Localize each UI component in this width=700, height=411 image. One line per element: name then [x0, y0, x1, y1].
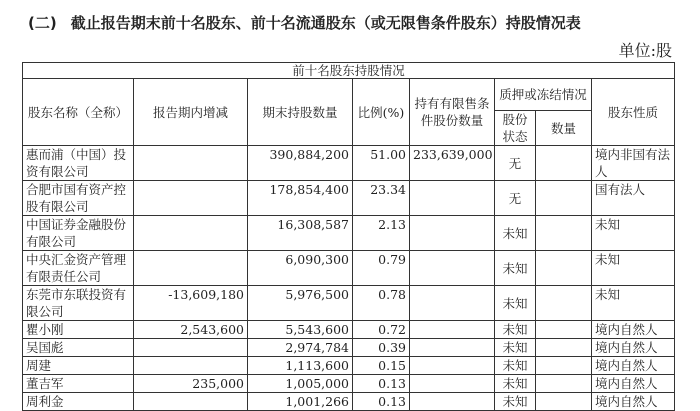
- header-pledge-status: 股份状态: [495, 111, 536, 146]
- cell-qty: [536, 181, 592, 216]
- cell-restricted: [410, 357, 495, 375]
- cell-qty: [536, 393, 592, 411]
- cell-name: 吴国彪: [23, 339, 134, 357]
- table-row: [23, 216, 675, 251]
- cell-name: 东莞市东联投资有限公司: [23, 286, 134, 321]
- cell-ratio: 0.72: [353, 321, 410, 339]
- cell-shares: 16,308,587: [248, 216, 353, 251]
- cell-change: [134, 393, 248, 411]
- header-name: 股东名称（全称）: [23, 79, 134, 146]
- table-band-title: 前十名股东持股情况: [23, 63, 675, 79]
- cell-name: 中国证券金融股份有限公司: [23, 216, 134, 251]
- cell-name: 瞿小刚: [23, 321, 134, 339]
- cell-name: 周建: [23, 357, 134, 375]
- cell-restricted: [410, 216, 495, 251]
- cell-qty: [536, 146, 592, 181]
- cell-restricted: [410, 251, 495, 286]
- shareholder-table: [22, 62, 675, 411]
- table-row: [23, 393, 675, 411]
- cell-ratio: 0.78: [353, 286, 410, 321]
- cell-shares: 178,854,400: [248, 181, 353, 216]
- table-row: [23, 339, 675, 357]
- cell-nature: 境内自然人: [592, 393, 675, 411]
- cell-ratio: 23.34: [353, 181, 410, 216]
- cell-status: 未知: [495, 375, 536, 393]
- cell-shares: 390,884,200: [248, 146, 353, 181]
- cell-restricted: [410, 321, 495, 339]
- cell-ratio: 0.13: [353, 375, 410, 393]
- cell-qty: [536, 321, 592, 339]
- cell-nature: 未知: [592, 286, 675, 321]
- cell-nature: 未知: [592, 251, 675, 286]
- cell-ratio: 0.79: [353, 251, 410, 286]
- cell-name: 周利金: [23, 393, 134, 411]
- cell-status: 未知: [495, 251, 536, 286]
- cell-name: 惠而浦（中国）投资有限公司: [23, 146, 134, 181]
- cell-status: 未知: [495, 321, 536, 339]
- cell-nature: 境内自然人: [592, 375, 675, 393]
- cell-shares: 1,001,266: [248, 393, 353, 411]
- cell-shares: 1,005,000: [248, 375, 353, 393]
- cell-name: 合肥市国有资产控股有限公司: [23, 181, 134, 216]
- cell-shares: 1,113,600: [248, 357, 353, 375]
- header-pledge: 质押或冻结情况: [495, 79, 592, 111]
- cell-shares: 5,976,500: [248, 286, 353, 321]
- cell-nature: 国有法人: [592, 181, 675, 216]
- table-row: [23, 357, 675, 375]
- cell-qty: [536, 286, 592, 321]
- cell-qty: [536, 357, 592, 375]
- cell-nature: 未知: [592, 216, 675, 251]
- header-change: 报告期内增减: [134, 79, 248, 146]
- cell-nature: 境内自然人: [592, 339, 675, 357]
- header-nature: 股东性质: [592, 79, 675, 146]
- header-ratio: 比例(%): [353, 79, 410, 146]
- header-restricted: 持有有限售条件股份数量: [410, 79, 495, 146]
- table-row: [23, 251, 675, 286]
- cell-ratio: 0.15: [353, 357, 410, 375]
- cell-ratio: 0.39: [353, 339, 410, 357]
- cell-shares: 5,543,600: [248, 321, 353, 339]
- cell-shares: 2,974,784: [248, 339, 353, 357]
- header-shares: 期末持股数量: [248, 79, 353, 146]
- table-row: [23, 181, 675, 216]
- cell-nature: 境内非国有法人: [592, 146, 675, 181]
- cell-ratio: 0.13: [353, 393, 410, 411]
- cell-name: 董吉军: [23, 375, 134, 393]
- cell-restricted: [410, 181, 495, 216]
- cell-qty: [536, 375, 592, 393]
- cell-change: [134, 339, 248, 357]
- cell-restricted: [410, 375, 495, 393]
- cell-restricted: [410, 339, 495, 357]
- cell-qty: [536, 216, 592, 251]
- cell-shares: 6,090,300: [248, 251, 353, 286]
- cell-change: [134, 146, 248, 181]
- cell-status: 无: [495, 181, 536, 216]
- cell-change: -13,609,180: [134, 286, 248, 321]
- cell-qty: [536, 251, 592, 286]
- cell-change: [134, 181, 248, 216]
- cell-name: 中央汇金资产管理有限责任公司: [23, 251, 134, 286]
- cell-change: [134, 251, 248, 286]
- section-title: (二) 截止报告期末前十名股东、前十名流通股东（或无限售条件股东）持股情况表: [28, 14, 581, 32]
- cell-status: 未知: [495, 216, 536, 251]
- cell-change: 2,543,600: [134, 321, 248, 339]
- cell-nature: 境内自然人: [592, 321, 675, 339]
- cell-change: [134, 216, 248, 251]
- cell-restricted: [410, 393, 495, 411]
- cell-ratio: 2.13: [353, 216, 410, 251]
- table-row: [23, 321, 675, 339]
- cell-change: 235,000: [134, 375, 248, 393]
- cell-nature: 境内自然人: [592, 357, 675, 375]
- cell-status: 未知: [495, 339, 536, 357]
- cell-status: 未知: [495, 286, 536, 321]
- cell-change: [134, 357, 248, 375]
- header-pledge-qty: 数量: [536, 111, 592, 146]
- cell-ratio: 51.00: [353, 146, 410, 181]
- cell-restricted: [410, 286, 495, 321]
- cell-restricted: 233,639,000: [410, 146, 495, 181]
- cell-status: 未知: [495, 357, 536, 375]
- cell-status: 未知: [495, 393, 536, 411]
- table-row: [23, 286, 675, 321]
- table-row: [23, 146, 675, 181]
- cell-status: 无: [495, 146, 536, 181]
- table-row: [23, 375, 675, 393]
- unit-label: 单位:股: [618, 41, 672, 60]
- cell-qty: [536, 339, 592, 357]
